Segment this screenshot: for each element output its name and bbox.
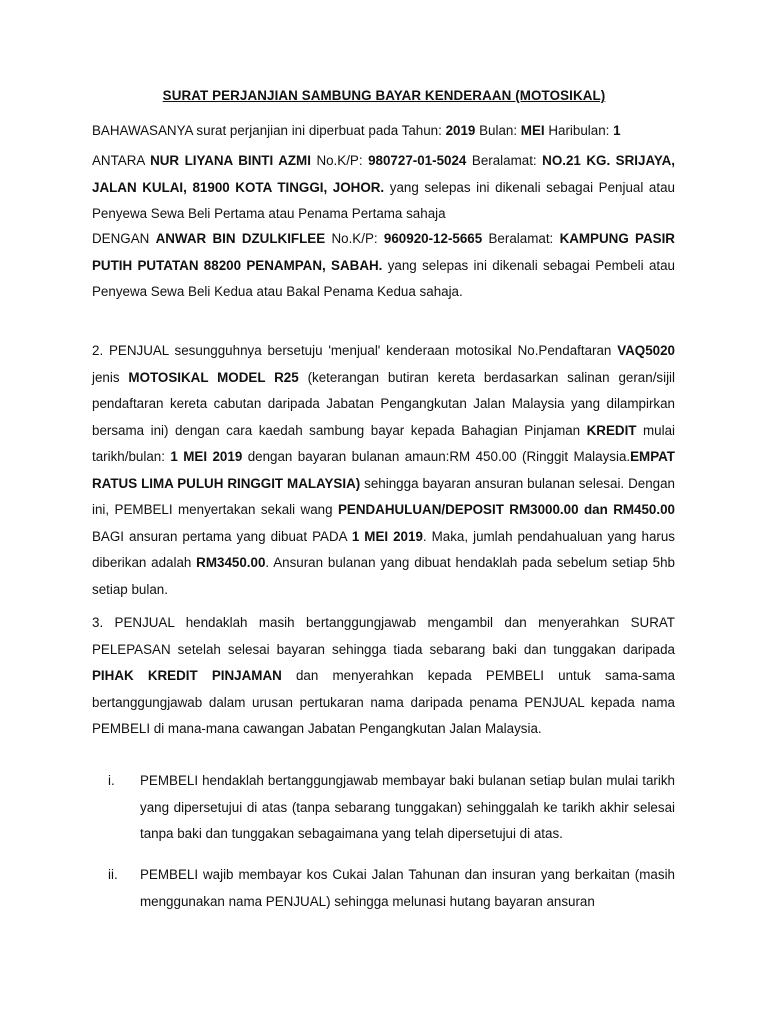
party1-tail: yang selepas ini dikenali sebagai Penjual atau Penyewa Sewa Beli Pertama atau Penama Pertama sahaja bbox=[92, 179, 675, 221]
intro-day-label: Haribulan: bbox=[544, 123, 614, 138]
clause-2-text: sehingga bayaran ansuran bulanan selesai. Dengan ini, PEMBELI menyertakan sekali wang bbox=[92, 475, 675, 517]
party1-address: NO.21 KG. SRIJAYA, JALAN KULAI, 81900 KOTA TINGGI, JOHOR. bbox=[92, 153, 675, 195]
party1-ic: 980727-01-5024 bbox=[368, 153, 467, 168]
clause-3-paragraph bbox=[92, 610, 675, 743]
intro-month: MEI bbox=[520, 123, 545, 138]
clause-2-text: . Ansuran bulanan yang dibuat hendaklah pada sebelum setiap 5hb setiap bulan. bbox=[92, 555, 675, 597]
intro-paragraph bbox=[92, 118, 675, 145]
party2-lead: DENGAN bbox=[92, 231, 156, 246]
lender-name: KREDIT bbox=[586, 422, 637, 438]
party2-address-label: Beralamat: bbox=[482, 231, 560, 246]
list-item-number: i. bbox=[108, 773, 115, 788]
credit-party: PIHAK KREDIT PINJAMAN bbox=[92, 668, 282, 683]
party2-address: KAMPUNG PASIR PUTIH PUTATAN 88200 PENAMPAN, SABAH. bbox=[92, 231, 675, 273]
document-title: SURAT PERJANJIAN SAMBUNG BAYAR KENDERAAN (MOTOSIKAL) bbox=[162, 88, 606, 103]
party1-address-label: Beralamat: bbox=[466, 153, 543, 168]
clause-2-text: mulai tarikh/bulan: bbox=[92, 422, 675, 464]
clause-2-text: 2. PENJUAL sesungguhnya bersetuju 'menjual' kenderaan motosikal No.Pendaftaran bbox=[92, 343, 618, 358]
clause-2-text: BAGI ansuran pertama yang dibuat PADA bbox=[92, 528, 352, 544]
intro-year: 2019 bbox=[445, 123, 476, 138]
clause-2-text: (keterangan butiran kereta berdasarkan salinan geran/sijil pendaftaran kereta cabutan daripada Jabatan Pengangkutan Jalan Malaysia yang dilampirkan bersama ini) dengan cara kaedah sambung bayar kepada Bahagian Pinjaman bbox=[92, 369, 676, 438]
first-payment-date: 1 MEI 2019 bbox=[351, 528, 423, 544]
intro-prefix: BAHAWASANYA surat perjanjian ini diperbuat pada Tahun: bbox=[92, 123, 446, 138]
registration-number: VAQ5020 bbox=[617, 343, 675, 358]
clause-3-text: 3. PENJUAL hendaklah masih bertanggungjawab mengambil dan menyerahkan SURAT PELEPASAN setelah selesai bayaran sehingga tiada sebarang baki dan tunggakan daripada bbox=[92, 615, 675, 657]
party2-name: ANWAR BIN DZULKIFLEE bbox=[155, 231, 326, 246]
list-item-text: PEMBELI wajib membayar kos Cukai Jalan Tahunan dan insuran yang berkaitan (masih menggunakan nama PENJUAL) sehingga melunasi hutang bayaran ansuran bbox=[140, 867, 675, 909]
clause-3-text: dan menyerahkan kepada PEMBELI untuk sama-sama bertanggungjawab dalam urusan pertukaran nama daripada penama PENJUAL kepada nama PEMBELI di mana-mana cawangan Jabatan Pengangkutan Jalan Malaysia. bbox=[92, 668, 675, 736]
party2-ic: 960920-12-5665 bbox=[383, 231, 483, 246]
start-date: 1 MEI 2019 bbox=[170, 449, 243, 464]
intro-month-label: Bulan: bbox=[475, 123, 521, 138]
clause-2-text: . Maka, jumlah pendahualuan yang harus diberikan adalah bbox=[92, 528, 675, 570]
clause-2-paragraph bbox=[92, 338, 675, 603]
vehicle-model: MOTOSIKAL MODEL R25 bbox=[128, 369, 299, 385]
party1-name: NUR LIYANA BINTI AZMI bbox=[150, 153, 311, 168]
clause-2-text: dengan bayaran bulanan amaun:RM 450.00 (Ringgit Malaysia. bbox=[242, 449, 631, 464]
list-item-number: ii. bbox=[108, 867, 118, 882]
party2-tail: yang selepas ini dikenali sebagai Pembeli atau Penyewa Sewa Beli Kedua atau Bakal Penama Kedua sahaja. bbox=[92, 257, 676, 299]
intro-day: 1 bbox=[613, 123, 621, 138]
total-advance: RM3450.00 bbox=[196, 555, 266, 570]
deposit-amount: PENDAHULUAN/DEPOSIT RM3000.00 dan RM450.00 bbox=[337, 502, 675, 517]
list-item-text: PEMBELI hendaklah bertanggungjawab membayar baki bulanan setiap bulan mulai tarikh yang dipersetujui di atas (tanpa sebarang tunggakan) sehinggalah ke tarikh akhir selesai tanpa baki dan tunggakan sebagaimana yang telah dipersetujui di atas. bbox=[140, 773, 675, 841]
party1-ic-label: No.K/P: bbox=[310, 153, 369, 168]
party2-paragraph bbox=[92, 226, 675, 306]
party1-lead: ANTARA bbox=[92, 153, 151, 168]
amount-in-words: EMPAT RATUS LIMA PULUH RINGGIT MALAYSIA) bbox=[92, 449, 675, 491]
party1-paragraph bbox=[92, 148, 675, 228]
clause-2-text: jenis bbox=[92, 369, 129, 385]
party2-ic-label: No.K/P: bbox=[325, 231, 384, 246]
